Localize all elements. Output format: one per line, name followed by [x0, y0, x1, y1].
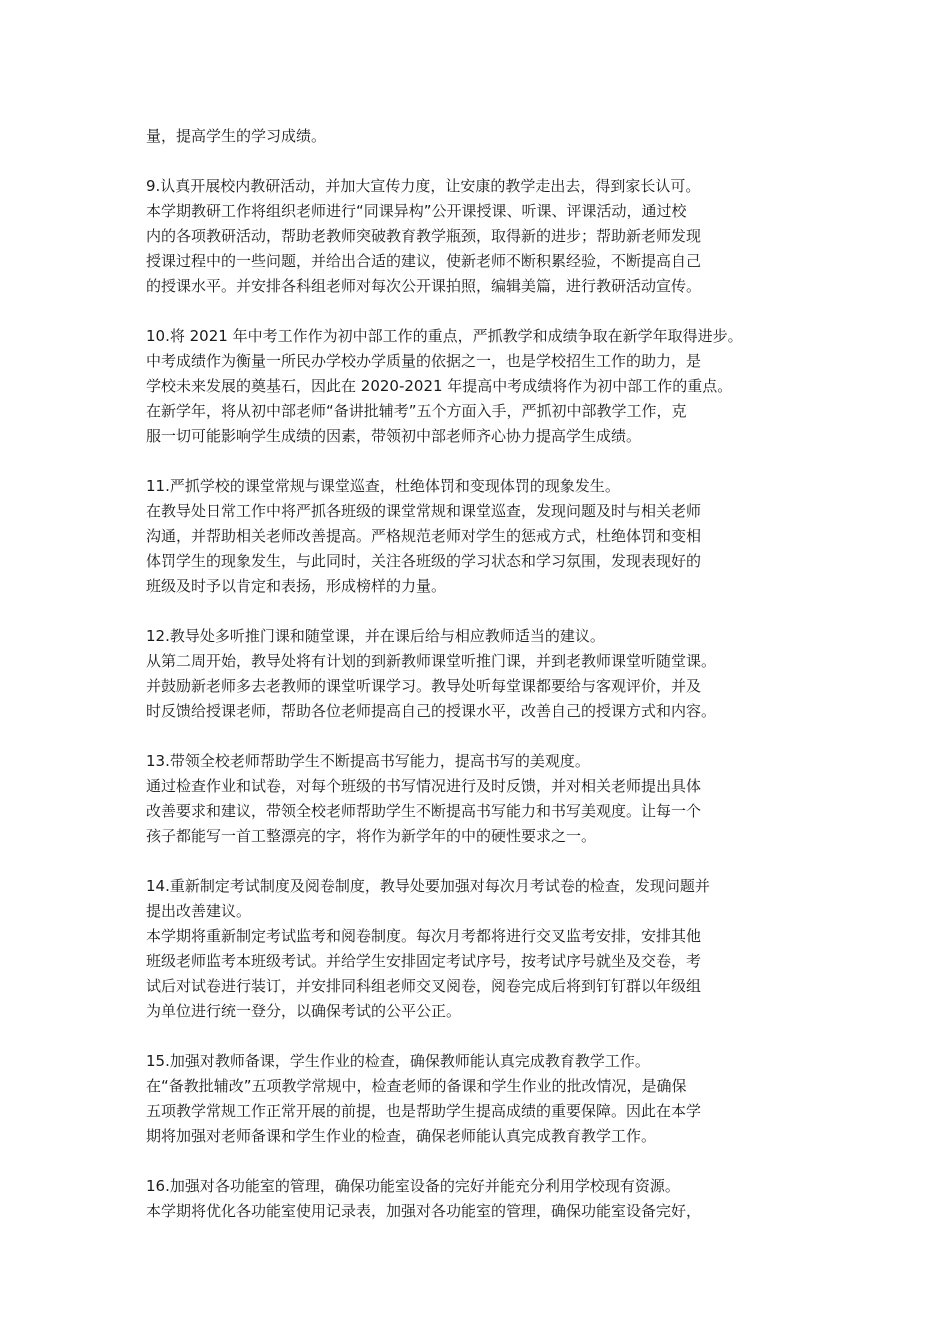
text-line: 通过检查作业和试卷，对每个班级的书写情况进行及时反馈，并对相关老师提出具体 [146, 777, 702, 795]
text-line: 服一切可能影响学生成绩的因素，带领初中部老师齐心协力提高学生成绩。 [146, 427, 642, 445]
text-line: 中考成绩作为衡量一所民办学校办学质量的依据之一，也是学校招生工作的助力，是 [146, 352, 702, 370]
text-line: 班级及时予以肯定和表扬，形成榜样的力量。 [146, 577, 447, 595]
text-line: 13.带领全校老师帮助学生不断提高书写能力，提高书写的美观度。 [146, 752, 590, 770]
paragraph [146, 1049, 810, 1149]
text-line: 11.严抓学校的课堂常规与课堂巡查，杜绝体罚和变现体罚的现象发生。 [146, 477, 620, 495]
paragraph-gap [146, 849, 810, 874]
text-line: 本学期教研工作将组织老师进行“同课异构”公开课授课、听课、评课活动，通过校 [146, 202, 687, 220]
text-line: 在“备教批辅改”五项教学常规中，检查老师的备课和学生作业的批改情况，是确保 [146, 1077, 687, 1095]
paragraph [146, 474, 810, 599]
text-line: 12.教导处多听推门课和随堂课，并在课后给与相应教师适当的建议。 [146, 627, 605, 645]
text-line: 改善要求和建议，带领全校老师帮助学生不断提高书写能力和书写美观度。让每一个 [146, 802, 702, 820]
document-body [146, 124, 810, 1224]
text-line: 本学期将优化各功能室使用记录表，加强对各功能室的管理，确保功能室设备完好， [146, 1202, 702, 1220]
paragraph-gap [146, 1024, 810, 1049]
text-line: 体罚学生的现象发生，与此同时，关注各班级的学习状态和学习氛围，发现表现好的 [146, 552, 702, 570]
paragraph [146, 124, 810, 149]
text-line: 从第二周开始，教导处将有计划的到新教师课堂听推门课，并到老教师课堂听随堂课。 [146, 652, 717, 670]
paragraph [146, 874, 810, 1024]
text-line: 五项教学常规工作正常开展的前提，也是帮助学生提高成绩的重要保障。因此在本学 [146, 1102, 702, 1120]
paragraph [146, 174, 810, 299]
text-line: 授课过程中的一些问题，并给出合适的建议，使新老师不断积累经验，不断提高自己 [146, 252, 702, 270]
text-line: 孩子都能写一首工整漂亮的字，将作为新学年的中的硬性要求之一。 [146, 827, 597, 845]
text-line: 14.重新制定考试制度及阅卷制度，教导处要加强对每次月考试卷的检查，发现问题并 [146, 877, 710, 895]
text-line: 15.加强对教师备课，学生作业的检查，确保教师能认真完成教育教学工作。 [146, 1052, 650, 1070]
text-line: 9.认真开展校内教研活动，并加大宣传力度，让安康的教学走出去，得到家长认可。 [146, 177, 701, 195]
text-line: 16.加强对各功能室的管理，确保功能室设备的完好并能充分利用学校现有资源。 [146, 1177, 680, 1195]
text-line: 提出改善建议。 [146, 902, 252, 920]
text-line: 试后对试卷进行装订，并安排同科组老师交叉阅卷，阅卷完成后将到钉钉群以年级组 [146, 977, 702, 995]
paragraph-gap [146, 299, 810, 324]
text-line: 并鼓励新老师多去老教师的课堂听课学习。教导处听每堂课都要给与客观评价，并及 [146, 677, 702, 695]
paragraph [146, 1174, 810, 1224]
text-line: 为单位进行统一登分，以确保考试的公平公正。 [146, 1002, 462, 1020]
text-line: 本学期将重新制定考试监考和阅卷制度。每次月考都将进行交叉监考安排，安排其他 [146, 927, 702, 945]
paragraph [146, 324, 810, 449]
paragraph-gap [146, 1149, 810, 1174]
text-line: 10.将 2021 年中考工作作为初中部工作的重点，严抓教学和成绩争取在新学年取得进步。 [146, 327, 743, 345]
text-line: 时反馈给授课老师，帮助各位老师提高自己的授课水平，改善自己的授课方式和内容。 [146, 702, 717, 720]
text-line: 内的各项教研活动，帮助老教师突破教育教学瓶颈，取得新的进步；帮助新老师发现 [146, 227, 702, 245]
text-line: 期将加强对老师备课和学生作业的检查，确保老师能认真完成教育教学工作。 [146, 1127, 657, 1145]
paragraph-gap [146, 449, 810, 474]
text-line: 量，提高学生的学习成绩。 [146, 127, 327, 145]
text-line: 在教导处日常工作中将严抓各班级的课堂常规和课堂巡查，发现问题及时与相关老师 [146, 502, 702, 520]
text-line: 的授课水平。并安排各科组老师对每次公开课拍照，编辑美篇，进行教研活动宣传。 [146, 277, 702, 295]
text-line: 在新学年，将从初中部老师“备讲批辅考”五个方面入手，严抓初中部教学工作，克 [146, 402, 687, 420]
paragraph-gap [146, 724, 810, 749]
text-line: 学校未来发展的奠基石，因此在 2020-2021 年提高中考成绩将作为初中部工作的重点。 [146, 377, 733, 395]
text-line: 班级老师监考本班级考试。并给学生安排固定考试序号，按考试序号就坐及交卷，考 [146, 952, 702, 970]
text-line: 沟通，并帮助相关老师改善提高。严格规范老师对学生的惩戒方式，杜绝体罚和变相 [146, 527, 702, 545]
paragraph [146, 749, 810, 849]
paragraph [146, 624, 810, 724]
paragraph-gap [146, 149, 810, 174]
paragraph-gap [146, 599, 810, 624]
